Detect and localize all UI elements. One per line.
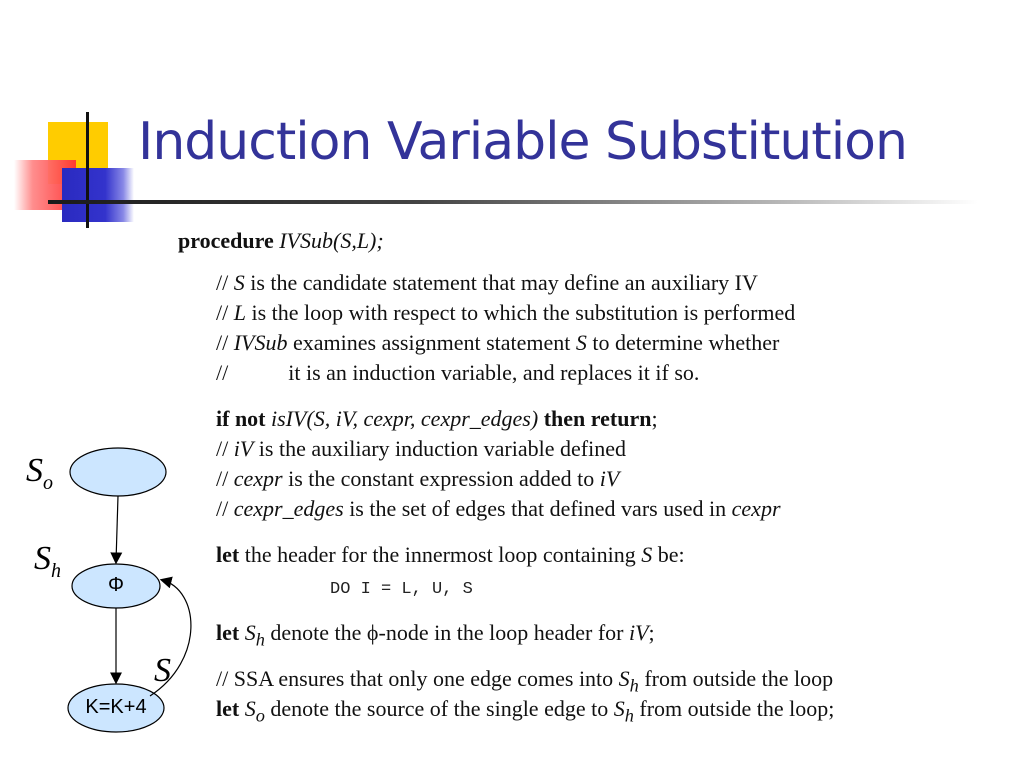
then-return-keyword: then return <box>543 406 652 431</box>
semicolon: ; <box>651 406 658 431</box>
comment-text: is the candidate statement that may define an auxiliary IV <box>244 270 758 295</box>
var-s: S <box>244 620 256 645</box>
var-cexpr-edges: cexpr_edges <box>233 496 344 521</box>
comment-line-1 <box>216 270 758 296</box>
isiv-call: isIV <box>271 406 307 431</box>
comment-text: is the constant expression added to <box>282 466 600 491</box>
comment-line-ssa <box>216 666 833 696</box>
slide-title: Induction Variable Substitution <box>138 112 907 172</box>
comment-text: is the set of edges that defined vars used in <box>343 496 732 521</box>
label-so-sub: o <box>43 471 53 494</box>
comment-text: is the auxiliary induction variable defined <box>253 436 626 461</box>
isiv-args: (S, iV, cexpr, cexpr_edges) <box>306 406 539 431</box>
var-s: S <box>618 666 630 691</box>
var-ivsub: IVSub <box>233 330 288 355</box>
comment-prefix: // <box>216 360 229 385</box>
comment-prefix: // <box>216 300 234 325</box>
comment-prefix: // <box>216 466 234 491</box>
procedure-keyword: procedure <box>178 228 274 253</box>
let-text: from outside the loop; <box>633 696 835 721</box>
label-so-main: S <box>26 452 43 489</box>
label-sh <box>34 540 61 583</box>
subscript-o: o <box>255 705 265 726</box>
comment-text: examines assignment statement <box>287 330 576 355</box>
var-s: S <box>233 270 245 295</box>
subscript-h: h <box>629 675 639 696</box>
comment-line-3 <box>216 330 779 356</box>
let-text: be: <box>652 542 685 567</box>
phi-symbol: ϕ <box>366 620 379 645</box>
if-not-keyword: if not <box>216 406 266 431</box>
node-kk4-label: K=K+4 <box>85 696 147 718</box>
var-iv: iV <box>628 620 649 645</box>
var-s: S <box>613 696 625 721</box>
comment-text: from outside the loop <box>638 666 834 691</box>
comment-line-6 <box>216 466 619 492</box>
do-loop-line: DO I = L, U, S <box>330 580 473 599</box>
var-cexpr: cexpr <box>233 466 283 491</box>
label-sh-sub: h <box>51 559 61 582</box>
comment-text: is the loop with respect to which the substitution is performed <box>245 300 796 325</box>
var-iv: iV <box>599 466 620 491</box>
var-iv: iV <box>233 436 254 461</box>
comment-text: to determine whether <box>586 330 780 355</box>
let-keyword: let <box>216 620 240 645</box>
let-text: denote the source of the single edge to <box>264 696 614 721</box>
comment-prefix: // <box>216 270 234 295</box>
comment-line-7 <box>216 496 781 522</box>
let-text: -node in the loop header for <box>378 620 629 645</box>
if-not-line <box>216 406 658 432</box>
comment-prefix: // <box>216 496 234 521</box>
label-s-main: S <box>154 652 171 689</box>
comment-prefix: // <box>216 436 234 461</box>
var-s: S <box>575 330 587 355</box>
let-keyword: let <box>216 542 240 567</box>
comment-text: // SSA ensures that only one edge comes into <box>216 666 619 691</box>
subscript-h: h <box>255 629 265 650</box>
label-sh-main: S <box>34 540 51 577</box>
label-so <box>26 452 53 495</box>
deco-vertical-line <box>86 112 89 228</box>
edge-so-to-phi <box>116 496 118 562</box>
comment-line-2 <box>216 300 795 326</box>
deco-blue-square <box>62 168 134 222</box>
let-header-line <box>216 542 685 568</box>
let-text: denote the <box>264 620 367 645</box>
let-so-line <box>216 696 834 726</box>
var-l: L <box>233 300 246 325</box>
var-s: S <box>244 696 256 721</box>
procedure-signature: IVSub(S,L); <box>279 228 384 253</box>
semicolon: ; <box>648 620 655 645</box>
subscript-h: h <box>624 705 634 726</box>
node-phi-label: Φ <box>108 574 124 596</box>
let-text: the header for the innermost loop containing <box>239 542 642 567</box>
var-cexpr: cexpr <box>731 496 781 521</box>
comment-prefix: // <box>216 330 234 355</box>
let-sh-line <box>216 620 655 650</box>
let-keyword: let <box>216 696 240 721</box>
comment-line-5 <box>216 436 626 462</box>
comment-text: it is an induction variable, and replaces it if so. <box>288 360 700 385</box>
comment-line-4 <box>216 360 699 386</box>
var-s: S <box>641 542 653 567</box>
node-so <box>70 448 166 496</box>
procedure-header <box>178 228 384 254</box>
title-underline <box>48 200 978 204</box>
label-s <box>154 652 171 690</box>
